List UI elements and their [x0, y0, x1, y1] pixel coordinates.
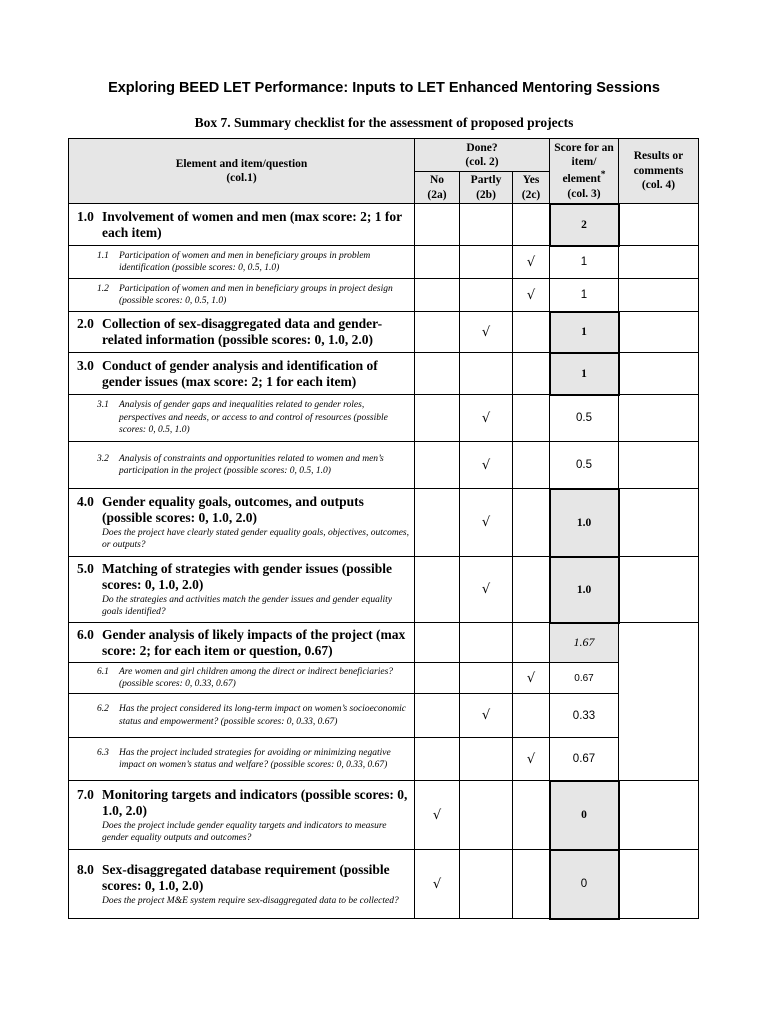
partly-cell [460, 204, 513, 246]
checklist-table [68, 138, 699, 920]
yes-cell [513, 489, 550, 557]
table-row [69, 663, 699, 694]
element-question: Does the project include gender equality targets and indicators to measure gender equality outputs and outcomes? [102, 820, 387, 843]
header-partly: Partly (2b) [460, 172, 513, 204]
no-cell [415, 204, 460, 246]
no-cell [415, 694, 460, 738]
element-title: Sex-disaggregated database requirement (possible scores: 0, 1.0, 2.0) [102, 861, 390, 893]
check-mark: √ [526, 287, 536, 303]
no-cell [415, 353, 460, 395]
item-cell [69, 694, 415, 738]
check-mark: √ [526, 254, 536, 270]
partly-cell [460, 850, 513, 919]
item-text: Has the project considered its long-term impact on women’s socioeconomic status and empowerment? (possible scores: 0, 0.33, 0.67) [119, 704, 406, 727]
header-score-footnote-mark: * [600, 169, 606, 181]
item-cell [69, 442, 415, 489]
score-cell: 0 [550, 850, 619, 919]
check-mark: √ [481, 410, 491, 426]
partly-cell [460, 353, 513, 395]
item-number: 1.2 [97, 283, 109, 294]
results-cell [619, 623, 699, 781]
results-cell [619, 246, 699, 279]
score-cell: 1.67 [550, 623, 619, 663]
item-number: 6.3 [97, 747, 109, 758]
item-number: 6.2 [97, 704, 109, 714]
table-row [69, 353, 699, 395]
element-number: 7.0 [77, 786, 94, 802]
partly-cell [460, 312, 513, 353]
table-row [69, 850, 699, 919]
header-results [619, 139, 699, 204]
no-cell [415, 312, 460, 353]
element-cell [69, 204, 415, 246]
item-text: Are women and girl children among the direct or indirect beneficiaries? (possible scores: 0, 0.33, 0.67) [119, 666, 394, 689]
score-cell: 1.0 [550, 557, 619, 623]
no-cell [415, 246, 460, 279]
item-text: Has the project included strategies for avoiding or minimizing negative impact on women’s status and welfare? (possible scores: 0, 0.33, 0.67) [119, 747, 391, 770]
yes-cell [513, 623, 550, 663]
header-score-col: (col. 3) [567, 187, 601, 200]
element-title: Collection of sex-disaggregated data and gender-related information (possible scores: 0, 1.0, 2.0) [102, 316, 383, 347]
partly-cell [460, 623, 513, 663]
no-cell [415, 623, 460, 663]
check-mark: √ [432, 876, 442, 892]
element-question: Do the strategies and activities match the gender issues and gender equality goals identified? [102, 595, 392, 617]
no-cell [415, 442, 460, 489]
table-row [69, 623, 699, 663]
check-mark: √ [481, 457, 491, 473]
no-cell [415, 663, 460, 694]
yes-cell [513, 850, 550, 919]
no-cell [415, 489, 460, 557]
item-number: 3.1 [97, 400, 109, 411]
score-cell: 0 [550, 781, 619, 850]
score-cell: 2 [550, 204, 619, 246]
no-cell [415, 850, 460, 919]
check-mark: √ [526, 670, 536, 686]
results-cell [619, 850, 699, 919]
document-title: Exploring BEED LET Performance: Inputs to LET Enhanced Mentoring Sessions [108, 80, 660, 96]
yes-cell [513, 781, 550, 850]
table-header [69, 139, 699, 204]
score-cell: 0.67 [550, 663, 619, 694]
check-mark: √ [481, 324, 491, 340]
results-cell [619, 312, 699, 353]
item-cell [69, 246, 415, 279]
score-cell: 0.5 [550, 442, 619, 489]
item-text: Participation of women and men in beneficiary groups in problem identification (possible scores: 0, 0.5, 1.0) [119, 250, 371, 273]
header-score [550, 139, 619, 204]
element-question: Does the project have clearly stated gender equality goals, objectives, outcomes, or outputs? [102, 528, 409, 550]
no-cell [415, 395, 460, 442]
check-mark: √ [432, 807, 442, 823]
table-row [69, 395, 699, 442]
yes-cell [513, 738, 550, 781]
partly-cell [460, 489, 513, 557]
results-cell [619, 204, 699, 246]
element-number: 1.0 [77, 208, 94, 224]
check-mark: √ [526, 751, 536, 767]
score-cell: 0.67 [550, 738, 619, 781]
partly-cell [460, 663, 513, 694]
header-done-col: (col. 2) [465, 156, 499, 168]
table-row [69, 694, 699, 738]
score-cell: 0.33 [550, 694, 619, 738]
element-title: Gender analysis of likely impacts of the project (max score: 2; for each item or question, 0.67) [102, 626, 406, 658]
partly-cell [460, 738, 513, 781]
partly-cell [460, 279, 513, 312]
table-row [69, 279, 699, 312]
item-text: Participation of women and men in beneficiary groups in project design (possible scores: 0, 0.5, 1.0) [119, 283, 393, 306]
results-cell [619, 353, 699, 395]
element-number: 4.0 [77, 494, 94, 509]
element-cell [69, 781, 415, 850]
header-element-label: Element and item/question [175, 157, 308, 170]
element-number: 8.0 [77, 861, 94, 877]
header-score-label: Score for an item/ element* [554, 141, 614, 186]
element-cell [69, 489, 415, 557]
element-title: Involvement of women and men (max score: 2; 1 for each item) [102, 208, 402, 240]
header-yes: Yes (2c) [513, 172, 550, 204]
element-cell [69, 557, 415, 623]
partly-cell [460, 442, 513, 489]
check-mark: √ [481, 515, 491, 530]
table-body [69, 204, 699, 919]
results-cell [619, 442, 699, 489]
table-row [69, 489, 699, 557]
element-question: Does the project M&E system require sex-disaggregated data to be collected? [102, 895, 399, 906]
table-row [69, 442, 699, 489]
results-cell [619, 557, 699, 623]
header-element [69, 139, 415, 204]
partly-cell [460, 395, 513, 442]
item-text: Analysis of gender gaps and inequalities related to gender roles, perspectives and needs, or access to and control of resources (possible scores: 0, 0.5, 1.0) [119, 400, 388, 436]
partly-cell [460, 246, 513, 279]
yes-cell [513, 557, 550, 623]
header-results-col: (col. 4) [641, 179, 676, 192]
yes-cell [513, 353, 550, 395]
header-no: No (2a) [415, 172, 460, 204]
no-cell [415, 557, 460, 623]
item-number: 6.1 [97, 666, 109, 677]
header-results-label: Results or comments [633, 150, 684, 177]
results-cell [619, 781, 699, 850]
table-row [69, 781, 699, 850]
yes-cell [513, 279, 550, 312]
score-cell: 1 [550, 279, 619, 312]
element-cell [69, 623, 415, 663]
box-caption: Box 7. Summary checklist for the assessment of proposed projects [194, 115, 574, 130]
item-text: Analysis of constraints and opportunities related to women and men’s participation in the project (possible scores: 0, 0.5, 1.0) [119, 453, 384, 476]
no-cell [415, 781, 460, 850]
table-row [69, 557, 699, 623]
header-element-col: (col.1) [226, 172, 257, 184]
element-number: 6.0 [77, 626, 94, 642]
partly-cell [460, 557, 513, 623]
header-done-label: Done? [466, 141, 498, 154]
no-cell [415, 738, 460, 781]
yes-cell [513, 204, 550, 246]
element-cell [69, 353, 415, 395]
element-cell [69, 312, 415, 353]
results-cell [619, 279, 699, 312]
yes-cell [513, 442, 550, 489]
yes-cell [513, 312, 550, 353]
results-cell [619, 395, 699, 442]
element-title: Monitoring targets and indicators (possible scores: 0, 1.0, 2.0) [102, 786, 408, 818]
no-cell [415, 279, 460, 312]
item-cell [69, 395, 415, 442]
header-done [415, 139, 550, 172]
element-title: Conduct of gender analysis and identification of gender issues (max score: 2; 1 for each item) [102, 357, 378, 389]
results-cell [619, 489, 699, 557]
score-cell: 1 [550, 312, 619, 353]
check-mark: √ [481, 708, 491, 723]
element-number: 3.0 [77, 357, 94, 373]
element-cell [69, 850, 415, 919]
score-cell: 0.5 [550, 395, 619, 442]
table-row [69, 312, 699, 353]
item-number: 3.2 [97, 453, 109, 464]
table-row [69, 204, 699, 246]
check-mark: √ [481, 582, 491, 597]
partly-cell [460, 694, 513, 738]
item-cell [69, 279, 415, 312]
yes-cell [513, 694, 550, 738]
item-cell [69, 663, 415, 694]
yes-cell [513, 663, 550, 694]
element-number: 2.0 [77, 316, 94, 331]
yes-cell [513, 246, 550, 279]
score-cell: 1 [550, 246, 619, 279]
element-number: 5.0 [77, 561, 94, 576]
table-row [69, 246, 699, 279]
yes-cell [513, 395, 550, 442]
partly-cell [460, 781, 513, 850]
table-row [69, 738, 699, 781]
item-number: 1.1 [97, 250, 109, 261]
item-cell [69, 738, 415, 781]
element-title: Gender equality goals, outcomes, and outputs (possible scores: 0, 1.0, 2.0) [102, 494, 364, 525]
element-title: Matching of strategies with gender issues (possible scores: 0, 1.0, 2.0) [102, 561, 392, 592]
score-cell: 1 [550, 353, 619, 395]
score-cell: 1.0 [550, 489, 619, 557]
